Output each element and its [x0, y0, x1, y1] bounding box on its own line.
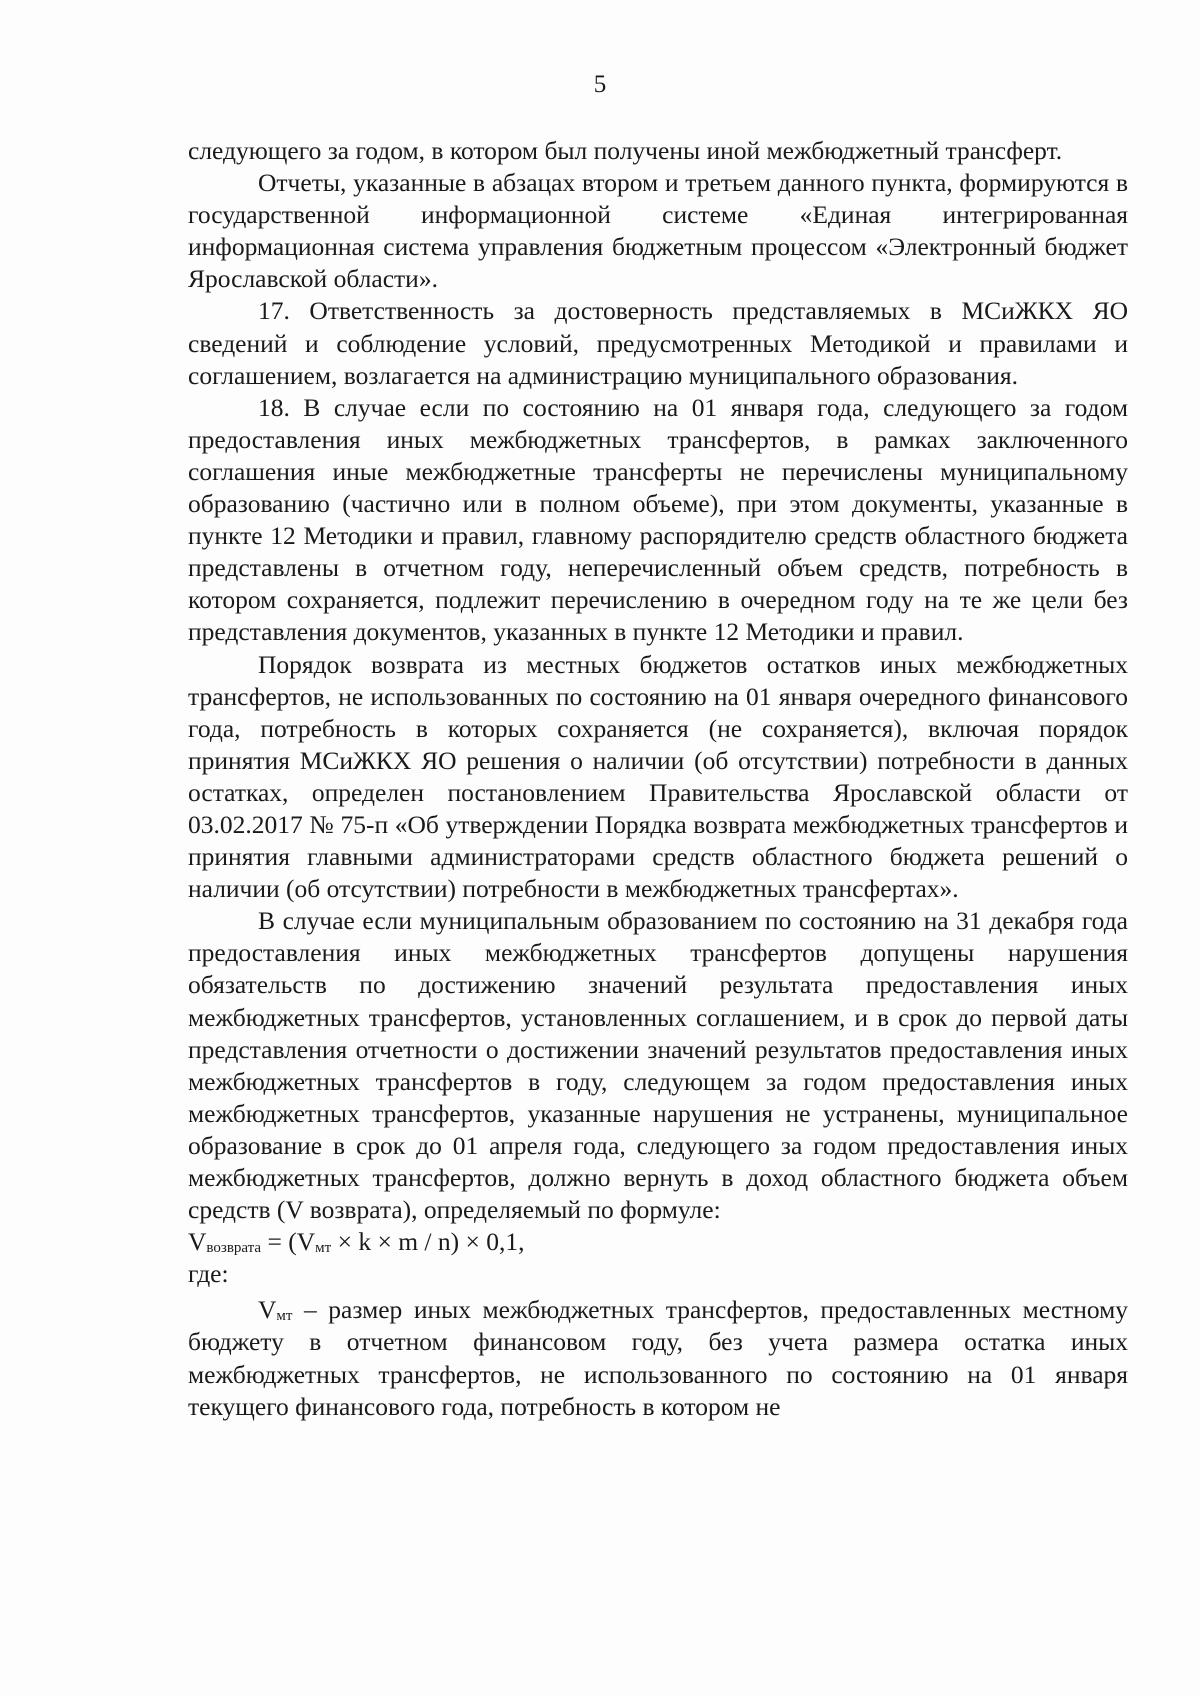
definition-text: – размер иных межбюджетных трансфертов, предоставленных местному бюджету в отчетном финансовом году, без учета размера остатка иных межбюджетных трансфертов, не использованного по состоянию на 01 января текущего финансового года, потребность в котором не: [188, 1295, 1128, 1421]
paragraph-item-17: 17. Ответственность за достоверность представляемых в МСиЖКХ ЯО сведений и соблюдение условий, предусмотренных Методикой и правилами и соглашением, возлагается на администрацию муниципального образования.: [188, 296, 1128, 390]
where-label: где:: [188, 1259, 229, 1289]
formula-vmt-subscript: мт: [315, 1240, 332, 1257]
page-number: 5: [593, 71, 607, 98]
definition-symbol: V: [258, 1295, 277, 1325]
formula-eq-open: = (V: [261, 1227, 316, 1257]
formula-rest: × k × m / n) × 0,1,: [331, 1227, 525, 1257]
formula-v: V: [188, 1227, 207, 1257]
document-body: [188, 135, 1128, 1423]
formula-v-subscript: возврата: [206, 1240, 262, 1257]
paragraph-reports: Отчеты, указанные в абзацах втором и третьем данного пункта, формируются в государственной информационной системе «Единая интегрированная информационная система управления бюджетным процессом «Электронный бюджет Ярославской области».: [188, 168, 1128, 294]
definition-symbol-subscript: мт: [276, 1308, 293, 1325]
paragraph-continuation: следующего за годом, в котором был получены иной межбюджетный трансферт.: [188, 136, 1063, 165]
return-formula: [188, 1226, 1128, 1258]
paragraph-violation-return: В случае если муниципальным образованием по состоянию на 31 декабря года предоставления иных межбюджетных трансфертов допущены нарушения обязательств по достижению значений результата предоставления иных межбюджетных трансфертов, установленных соглашением, и в срок до первой даты представления отчетности о достижении значений результатов предоставления иных межбюджетных трансфертов в году, следующем за годом предоставления иных межбюджетных трансфертов, указанные нарушения не устранены, муниципальное образование в срок до 01 апреля года, следующего за годом предоставления иных межбюджетных трансфертов, должно вернуть в доход областного бюджета объем средств (V возврата), определяемый по формуле:: [188, 906, 1128, 1225]
variable-definition-vmt: [188, 1294, 1128, 1422]
paragraph-return-procedure: Порядок возврата из местных бюджетов остатков иных межбюджетных трансфертов, не использованных по состоянию на 01 января очередного финансового года, потребность в которых сохраняется (не сохраняется), включая порядок принятия МСиЖКХ ЯО решения о наличии (об отсутствии) потребности в данных остатках, определен постановлением Правительства Ярославской области от 03.02.2017 № 75-п «Об утверждении Порядка возврата межбюджетных трансфертов и принятия главными администраторами средств областного бюджета решений о наличии (об отсутствии) потребности в межбюджетных трансфертах».: [188, 649, 1128, 904]
paragraph-item-18: 18. В случае если по состоянию на 01 января года, следующего за годом предоставления иных межбюджетных трансфертов, в рамках заключенного соглашения иные межбюджетные трансферты не перечислены муниципальному образованию (частично или в полном объеме), при этом документы, указанные в пункте 12 Методики и правил, главному распорядителю средств областного бюджета представлены в отчетном году, неперечисленный объем средств, потребность в котором сохраняется, подлежит перечислению в очередном году на те же цели без представления документов, указанных в пункте 12 Методики и правил.: [188, 392, 1128, 647]
